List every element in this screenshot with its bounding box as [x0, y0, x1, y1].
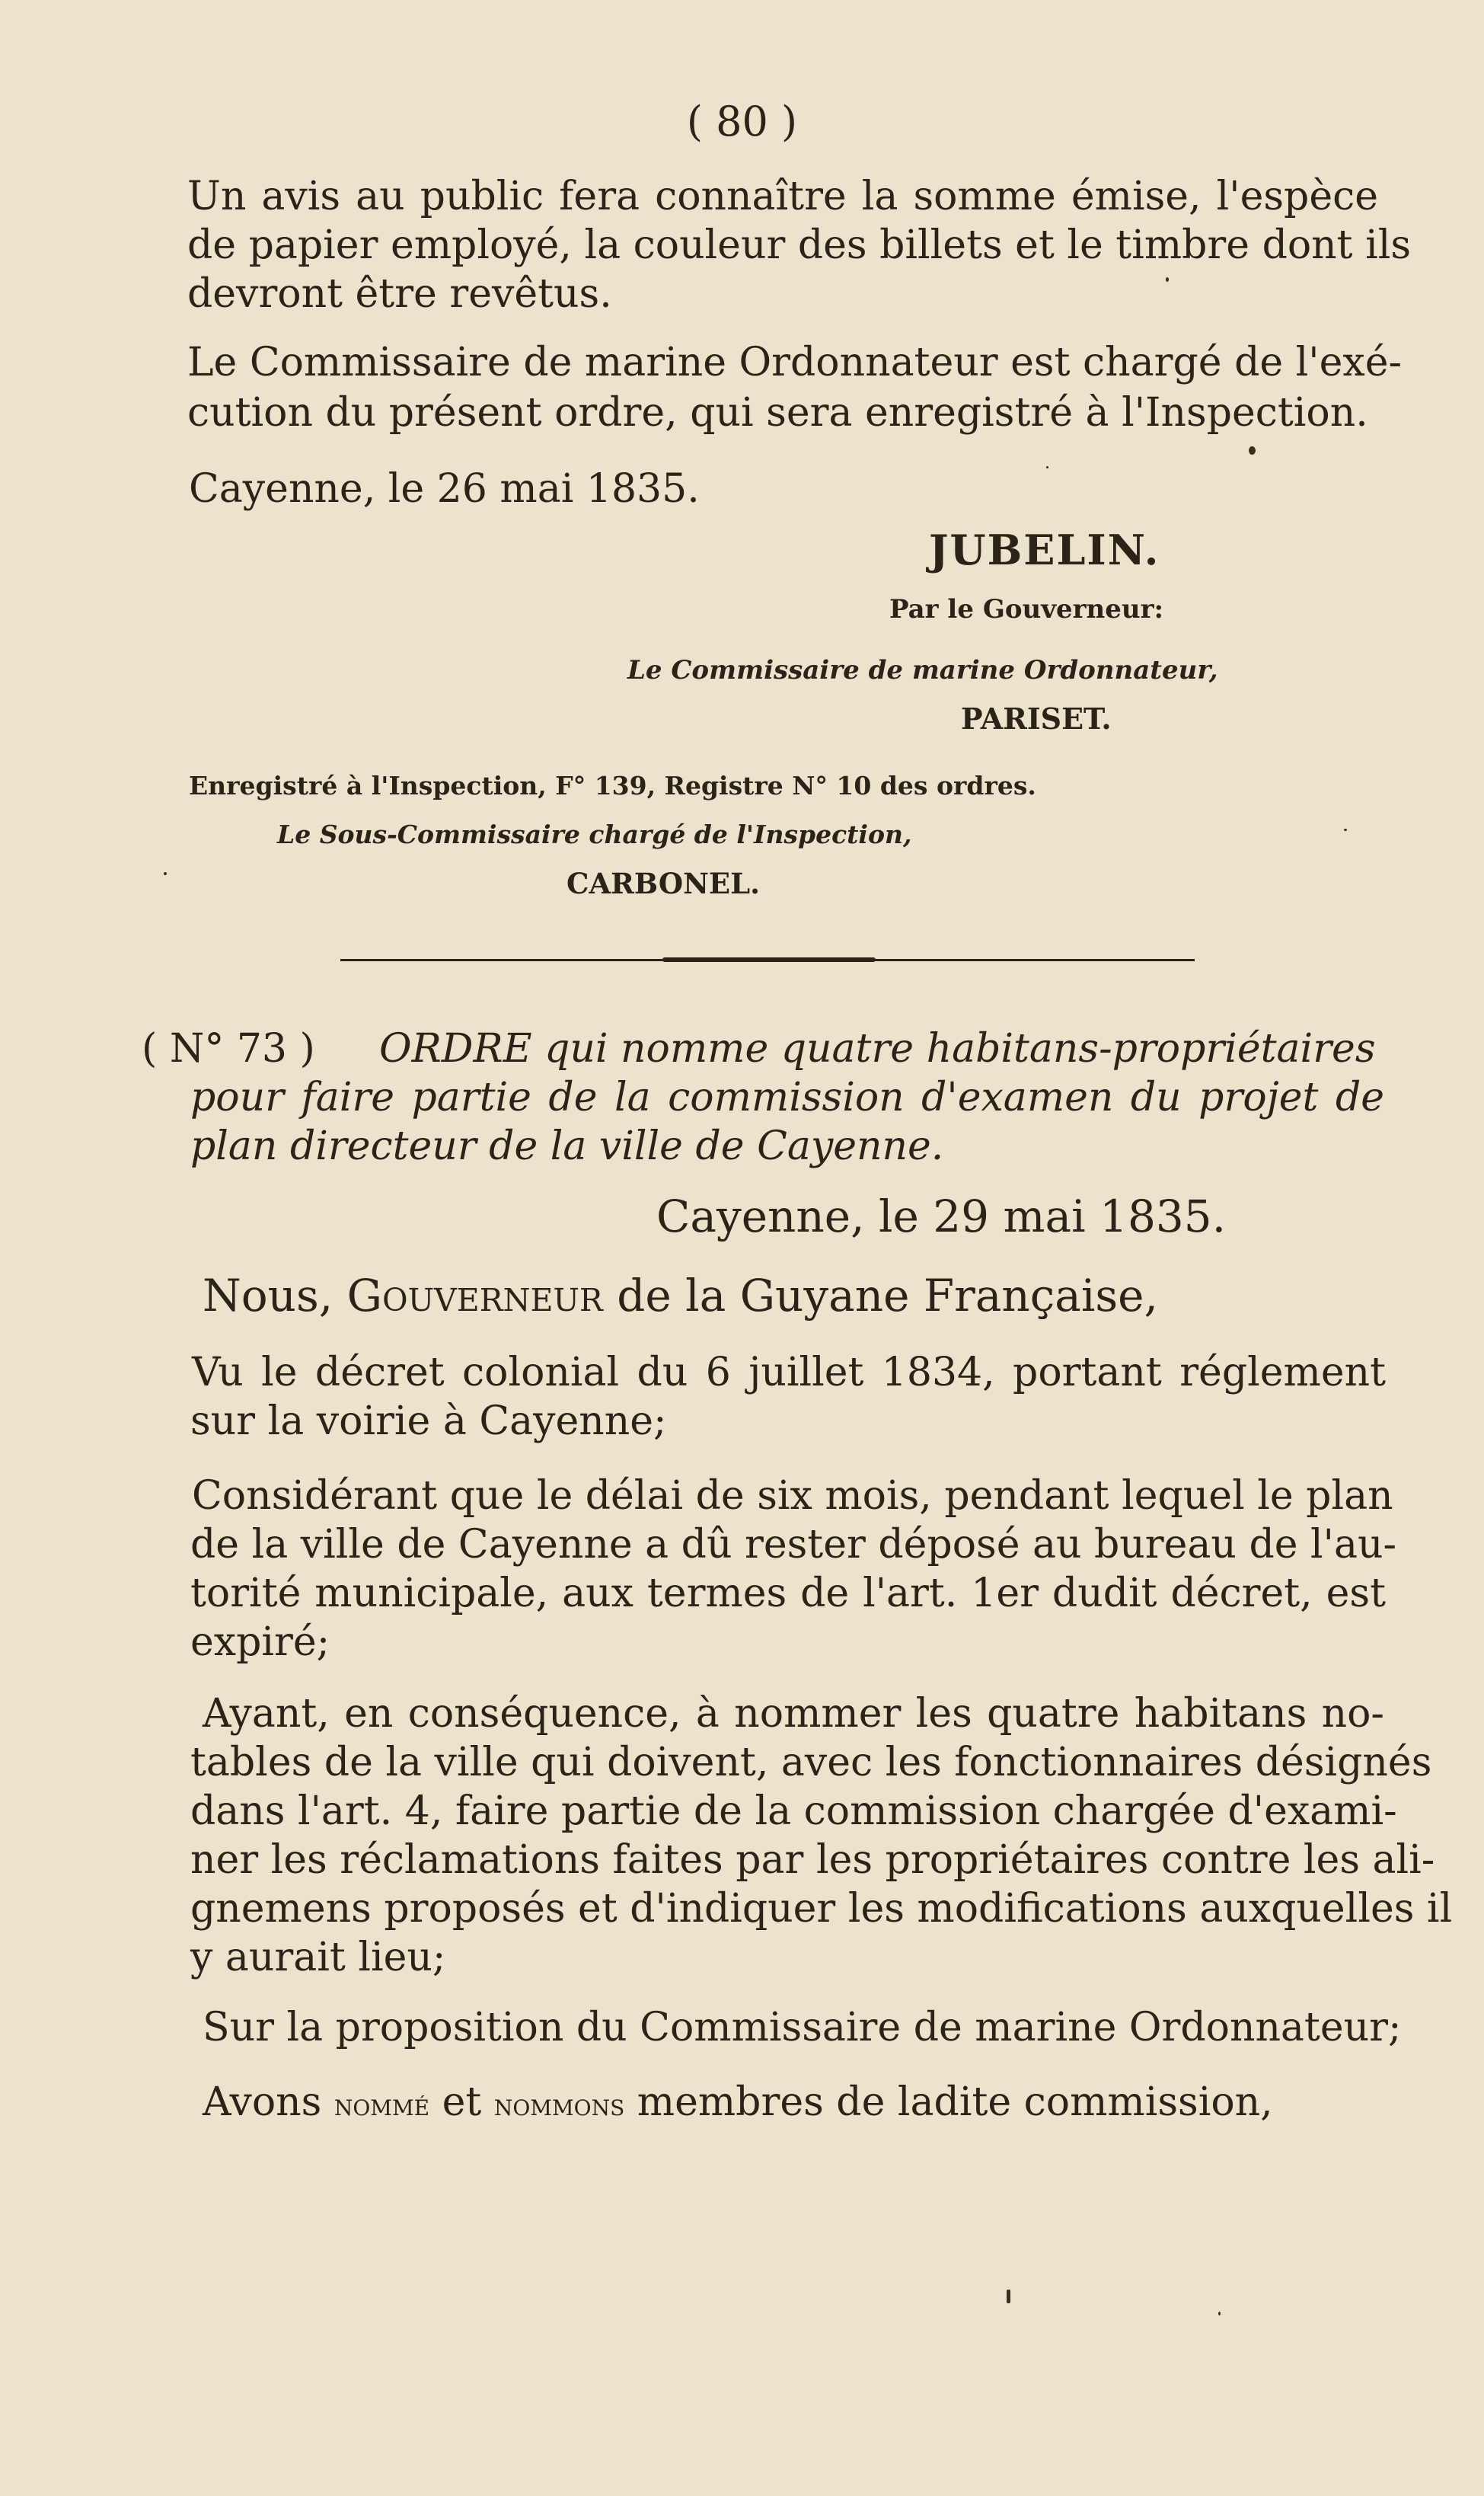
- ayant-line-6: y aurait lieu;: [190, 1935, 446, 1980]
- nous-word: Nous,: [203, 1270, 334, 1322]
- considerant-line-1: Considérant que le délai de six mois, pendant lequel le plan: [192, 1473, 1393, 1519]
- considerant-line-4: expiré;: [190, 1619, 330, 1665]
- signature-name-2: PARISET.: [961, 702, 1112, 736]
- nous-line: [203, 1269, 1158, 1322]
- page-number: ( 80 ): [686, 97, 798, 145]
- para1-line-2: de papier employé, la couleur des billets et le timbre dont ils: [187, 222, 1412, 268]
- nomme-word: nommé: [334, 2088, 430, 2123]
- signature-name: JUBELIN.: [929, 526, 1160, 574]
- signature-par: Par le Gouverneur:: [889, 594, 1164, 625]
- para2-line-2: cution du présent ordre, qui sera enregistré à l'Inspection.: [187, 390, 1368, 436]
- para1-line-1: Un avis au public fera connaître la somme émise, l'espèce: [187, 174, 1378, 219]
- ayant-line-2: tables de la ville qui doivent, avec les fonctionnaires désignés: [190, 1740, 1432, 1785]
- considerant-line-3: torité municipale, aux termes de l'art. 1er dudit décret, est: [190, 1571, 1386, 1616]
- nous-rest: de la Guyane Française,: [617, 1270, 1158, 1322]
- paper-speck: [1007, 2290, 1010, 2303]
- paper-speck: [1218, 2312, 1221, 2315]
- nommons-word: nommons: [493, 2088, 625, 2123]
- ayant-line-3: dans l'art. 4, faire partie de la commission chargée d'exami-: [190, 1788, 1397, 1834]
- section-rule-center: [662, 957, 876, 962]
- avons-rest: membres de ladite commission,: [637, 2079, 1273, 2125]
- order-title-line-2: pour faire partie de la commission d'examen du projet de: [190, 1075, 1384, 1120]
- order-number: ( N° 73 ): [142, 1026, 315, 1072]
- et-word: et: [442, 2079, 482, 2125]
- registration-name: CARBONEL.: [566, 867, 761, 900]
- considerant-line-2: de la ville de Cayenne a dû rester déposé au bureau de l'au-: [190, 1522, 1397, 1568]
- paper-speck: [1166, 277, 1169, 282]
- para2-line-1: Le Commissaire de marine Ordonnateur est chargé de l'exé-: [187, 340, 1403, 385]
- para1-line-3: devront être revêtus.: [187, 271, 612, 317]
- paper-speck: [1344, 829, 1347, 831]
- ayant-line-4: ner les réclamations faites par les propriétaires contre les ali-: [190, 1837, 1435, 1883]
- vu-line-1: Vu le décret colonial du 6 juillet 1834, portant réglement: [192, 1350, 1386, 1395]
- registration-line-1: Enregistré à l'Inspection, F° 139, Registre N° 10 des ordres.: [189, 771, 1036, 801]
- signature-title: Le Commissaire de marine Ordonnateur,: [627, 655, 1218, 686]
- dateline-1: Cayenne, le 26 mai 1835.: [189, 466, 700, 512]
- vu-line-2: sur la voirie à Cayenne;: [190, 1398, 667, 1444]
- paper-speck: [1046, 466, 1048, 468]
- sur-proposition-line: Sur la proposition du Commissaire de marine Ordonnateur;: [203, 2005, 1402, 2050]
- registration-line-2: Le Sous-Commissaire chargé de l'Inspection,: [277, 820, 912, 849]
- order-dateline: Cayenne, le 29 mai 1835.: [656, 1190, 1227, 1242]
- gouverneur-word: Gouverneur: [346, 1270, 603, 1322]
- order-title-line-1: ORDRE qui nomme quatre habitans-propriétaires: [379, 1026, 1376, 1072]
- ayant-line-5: gnemens proposés et d'indiquer les modifications auxquelles il: [190, 1886, 1453, 1932]
- ayant-line-1: Ayant, en conséquence, à nommer les quatre habitans no-: [203, 1691, 1384, 1737]
- paper-speck: [164, 872, 167, 875]
- order-title-line-3: plan directeur de la ville de Cayenne.: [190, 1123, 944, 1169]
- avons-line: [203, 2078, 1273, 2130]
- paper-speck: [1249, 446, 1256, 455]
- avons-word: Avons: [203, 2079, 322, 2125]
